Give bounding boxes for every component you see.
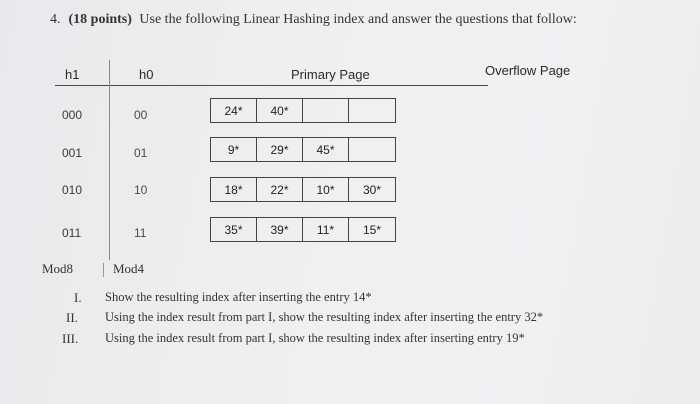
h0-column-header: h0 <box>139 67 154 82</box>
row-1-h0: 01 <box>134 146 148 160</box>
bucket-1-slot-1: 29* <box>257 138 303 161</box>
bucket-0-slot-2 <box>303 99 349 122</box>
row-0-h1: 000 <box>62 108 83 122</box>
bucket-0-slot-0: 24* <box>211 99 257 122</box>
row-3-h0: 11 <box>134 226 147 240</box>
column-divider <box>109 60 110 260</box>
row-0-h0: 00 <box>134 108 148 122</box>
task-2-numeral: II. <box>66 310 78 325</box>
question-header <box>50 12 577 28</box>
question-text: Use the following Linear Hashing index and answer the questions that follow: <box>139 12 577 27</box>
mod-h1-label: Mod8 <box>42 261 74 276</box>
header-rule <box>55 85 488 86</box>
bucket-0-slot-3 <box>349 99 395 122</box>
row-2-h1: 010 <box>62 183 83 197</box>
row-2-h0: 10 <box>134 183 148 197</box>
bucket-0-slot-1: 40* <box>257 99 303 122</box>
task-1-text: Show the resulting index after inserting the entry 14* <box>105 290 372 304</box>
bucket-row-2 <box>210 177 396 202</box>
task-2-text: Using the index result from part I, show the resulting index after inserting the entry 32* <box>105 310 544 324</box>
mod-h0-label: Mod4 <box>113 261 145 276</box>
bucket-row-0 <box>210 98 396 123</box>
bucket-2-slot-0: 18* <box>211 178 257 201</box>
bucket-row-3 <box>210 217 396 242</box>
bucket-1-slot-3 <box>349 138 395 161</box>
mod-divider <box>103 263 104 277</box>
bucket-2-slot-3: 30* <box>362 182 382 197</box>
bucket-2-slot-2: 10* <box>303 178 349 201</box>
bucket-3-slot-2: 11* <box>303 218 349 241</box>
bucket-row-1 <box>210 137 396 162</box>
bucket-3-slot-3: 15* <box>362 222 382 237</box>
question-points: (18 points) <box>68 12 132 27</box>
task-1-numeral: I. <box>74 290 82 305</box>
overflow-page-header: Overflow Page <box>485 63 571 78</box>
bucket-3-slot-0: 35* <box>211 218 257 241</box>
row-3-h1: 011 <box>62 226 82 240</box>
bucket-3-slot-1: 39* <box>257 218 303 241</box>
row-1-h1: 001 <box>62 146 83 160</box>
bucket-2-slot-1: 22* <box>257 178 303 201</box>
primary-page-header: Primary Page <box>291 67 370 82</box>
question-number: 4. <box>50 12 61 27</box>
bucket-1-slot-2: 45* <box>303 138 349 161</box>
h1-column-header: h1 <box>65 67 80 82</box>
bucket-1-slot-0: 9* <box>211 138 257 161</box>
task-3-numeral: III. <box>62 331 79 346</box>
task-3-text: Using the index result from part I, show the resulting index after inserting entry 19* <box>105 331 525 345</box>
